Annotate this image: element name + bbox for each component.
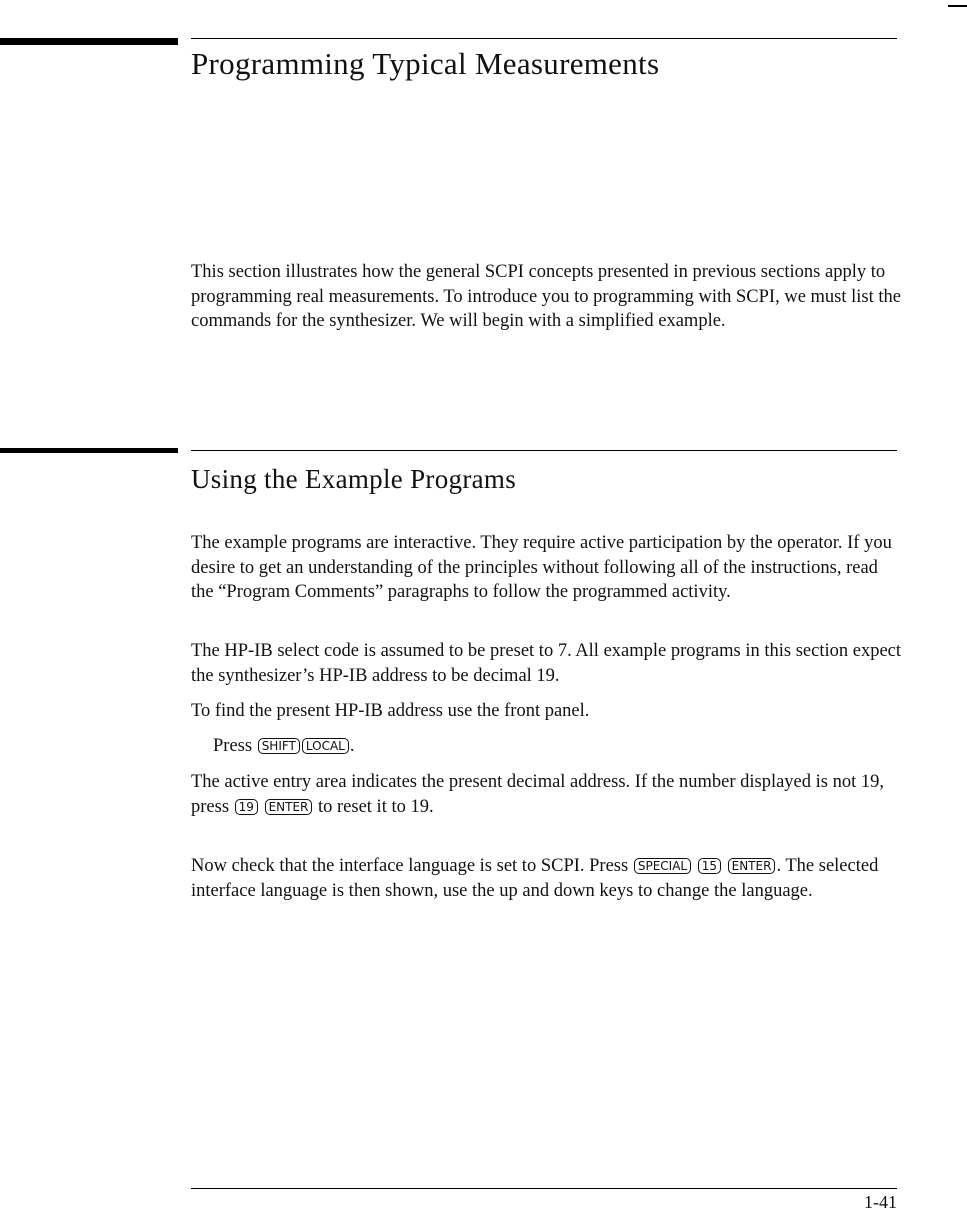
section-title-programming-typical-measurements: Programming Typical Measurements [191, 46, 660, 81]
press-shift-local-step [213, 734, 925, 759]
paragraph-active-entry [191, 770, 903, 819]
enter-key: ENTER [728, 858, 776, 874]
shift-key: SHIFT [258, 738, 300, 754]
active-entry-text: The active entry area indicates the present decimal address. If the number displayed is not 19, press [191, 772, 884, 817]
reset-text: to reset it to 19. [318, 796, 434, 817]
footer-rule [191, 1188, 897, 1189]
paragraph-interface-language [191, 854, 903, 903]
special-key: SPECIAL [634, 858, 691, 874]
local-key: LOCAL [302, 738, 349, 754]
press-step-period: . [349, 736, 355, 756]
section-rule-thick [0, 38, 178, 45]
section-title-using-example-programs: Using the Example Programs [191, 464, 516, 494]
language-shown-text: . The selected interface language is then shown, use the up and down keys to change the language. [191, 856, 879, 901]
paragraph-hpib-select-code: The HP-IB select code is assumed to be preset to 7. All example programs in this section expect the synthesizer’s HP-IB address to be decimal 19. [191, 641, 902, 686]
section-rule-thick [0, 448, 178, 453]
key-19: 19 [235, 799, 258, 815]
key-15: 15 [698, 858, 721, 874]
paragraph-find-address: To find the present HP-IB address use the front panel. [191, 701, 590, 721]
intro-paragraph: This section illustrates how the general SCPI concepts presented in previous sections apply to programming real measurements. To introduce you to programming with SCPI, we must list the commands for the synthesizer. We will begin with a simplified example. [191, 262, 901, 331]
section-rule-thin [191, 38, 897, 39]
interface-language-text: Now check that the interface language is set to SCPI. Press [191, 856, 629, 876]
section-rule-thin [191, 450, 897, 451]
enter-key: ENTER [265, 799, 313, 815]
page-number: 1-41 [864, 1192, 897, 1212]
corner-mark [948, 5, 967, 7]
press-label: Press [213, 736, 253, 756]
paragraph-interactive: The example programs are interactive. They require active participation by the operator. If you desire to get an understanding of the principles without following all of the instructions, read the “Program Comments” paragraphs to follow the programmed activity. [191, 533, 892, 602]
